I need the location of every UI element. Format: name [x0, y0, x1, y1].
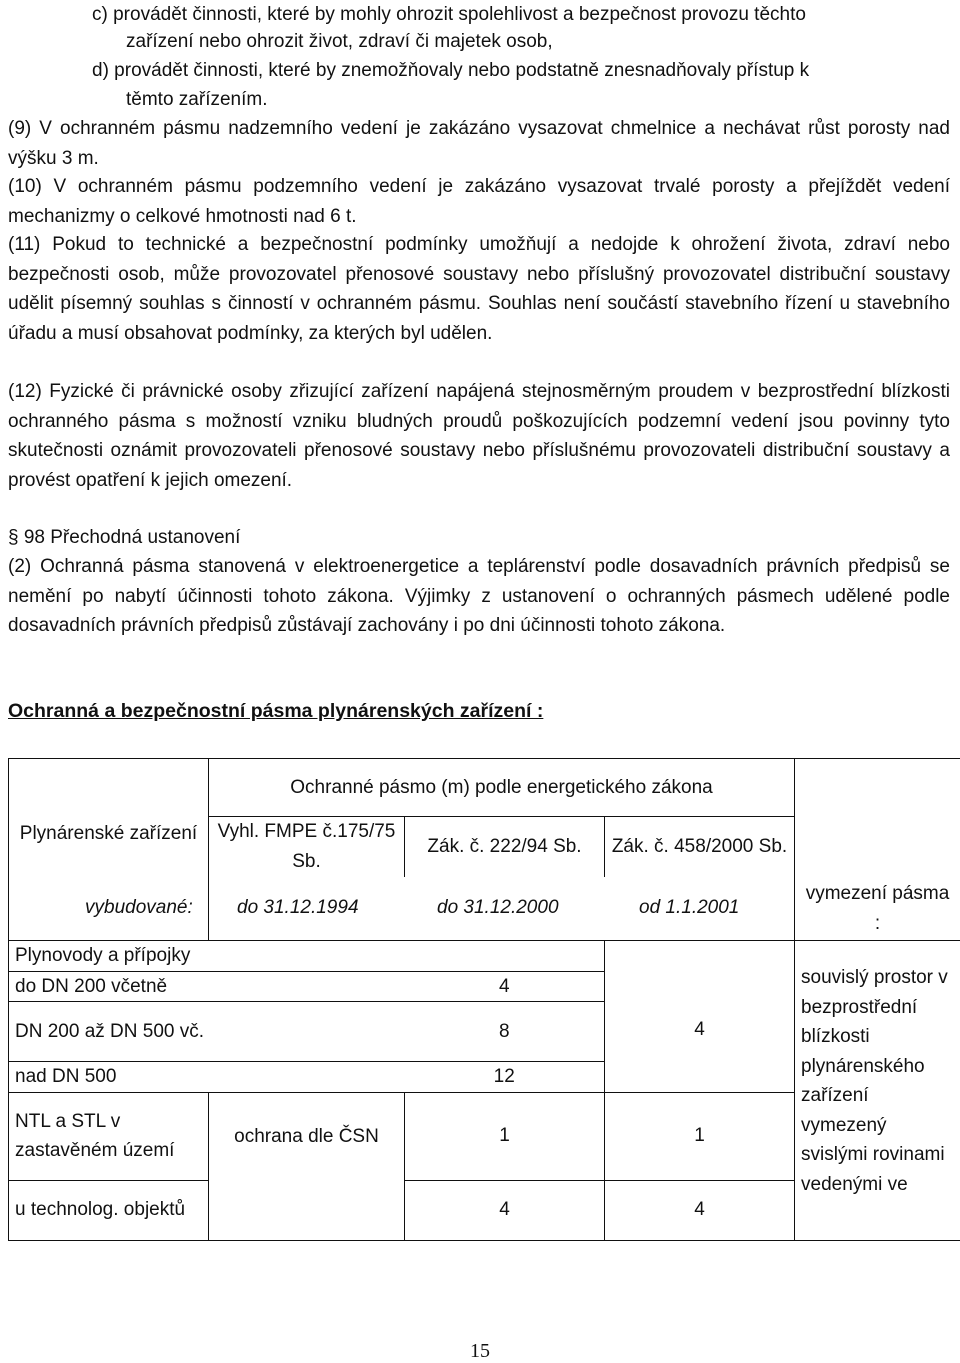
section-98-title: § 98 Přechodná ustanovení [8, 527, 241, 548]
paragraph-11: (11) Pokud to technické a bezpečnostní podmínky umožňují a nedojde k ohrožení života, zdraví nebo bezpečnosti osob, může provozovatel přenosové soustavy nebo příslušný provozovatel distribuční soustavy udělit písemný souhlas s činností v ochranném pásmu. Souhlas není součástí stavebního řízení u stavebního úřadu a musí obsahovat podmínky, za kterých byl udělen. [8, 234, 950, 344]
header-222: Zák. č. 222/94 Sb. [405, 817, 605, 877]
row5-222: 4 [405, 1180, 605, 1240]
row1-label: do DN 200 včetně [9, 971, 405, 1002]
table-top-header: Ochranné pásmo (m) podle energetického zákona [209, 759, 795, 817]
header-device: Plynárenské zařízení [9, 817, 209, 941]
table-corner-right [795, 759, 960, 817]
paragraph-9: (9) V ochranném pásmu nadzemního vedení je zakázáno vysazovat chmelnice a nechávat růst porosty nad výšku 3 m. [8, 118, 950, 169]
header-extent: vymezení pásma : [795, 817, 960, 941]
row4-label: NTL a STL v zastavěném území [9, 1092, 209, 1180]
built-1: do 31.12.1994 [237, 896, 359, 918]
group-pipes: Plynovody a přípojky [9, 941, 405, 972]
paragraph-10: (10) V ochranném pásmu podzemního vedení je zakázáno vysazovat trvalé porosty a přejíždět vedení mechanizmy o celkové hmotnosti nad 6 t. [8, 176, 950, 227]
item-c-line2: zařízení nebo ohrozit život, zdraví či majetek osob, [126, 31, 553, 52]
header-458: Zák. č. 458/2000 Sb. [605, 817, 795, 877]
cell-458-empty [605, 941, 795, 1002]
row4-fmpe: ochrana dle ČSN [209, 1092, 405, 1240]
page-number: 15 [470, 1340, 490, 1362]
built-2: do 31.12.2000 [437, 896, 559, 918]
row1-value: 4 [405, 971, 605, 1002]
row2-label: DN 200 až DN 500 vč. [9, 1002, 405, 1062]
table-corner-cell [9, 759, 209, 817]
built-3: od 1.1.2001 [639, 896, 740, 918]
section-98-paragraph-2: (2) Ochranná pásma stanovená v elektroenergetice a teplárenství podle dosavadních právních předpisů se nemění po nabytí účinnosti tohoto zákona. Výjimky z ustanovení o ochranných pásmech udělené podle dosavadních právních předpisů zůstávají zachovány i po dni účinnosti tohoto zákona. [8, 556, 950, 636]
item-d-line1: d) provádět činnosti, které by znemožňovaly nebo podstatně znesnadňovaly přístup k [92, 60, 810, 81]
row5-label: u technolog. objektů [9, 1180, 209, 1240]
built-row [85, 877, 795, 941]
header-fmpe: Vyhl. FMPE č.175/75 Sb. [209, 817, 405, 877]
built-label: vybudované: [85, 896, 193, 918]
gas-zones-heading: Ochranná a bezpečnostní pásma plynárenských zařízení : [8, 700, 544, 722]
item-c-line1: c) provádět činnosti, které by mohly ohrozit spolehlivost a bezpečnost provozu těchto [92, 4, 806, 25]
row23-value-458: 4 [605, 1002, 795, 1093]
gas-protection-table [8, 758, 960, 1241]
row3-label: nad DN 500 [9, 1062, 405, 1093]
group-pipes-spacer [405, 941, 605, 972]
row4-458: 1 [605, 1092, 795, 1180]
extent-description: souvislý prostor v bezprostřední blízkosti plynárenského zařízení vymezený svislými rovinami vedenými ve [795, 941, 960, 1241]
row3-value: 12 [405, 1062, 605, 1093]
row2-value: 8 [405, 1002, 605, 1062]
item-d-line2: těmto zařízením. [126, 89, 268, 110]
row5-458: 4 [605, 1180, 795, 1240]
row4-222: 1 [405, 1092, 605, 1180]
paragraph-12: (12) Fyzické či právnické osoby zřizující zařízení napájená stejnosměrným proudem v bezprostřední blízkosti ochranného pásma s možností vzniku bludných proudů poškozujících podzemní vedení jsou povinny tyto skutečnosti oznámit provozovateli přenosové soustavy nebo příslušnému provozovateli distribuční soustavy a provést opatření k jejich omezení. [8, 381, 950, 491]
